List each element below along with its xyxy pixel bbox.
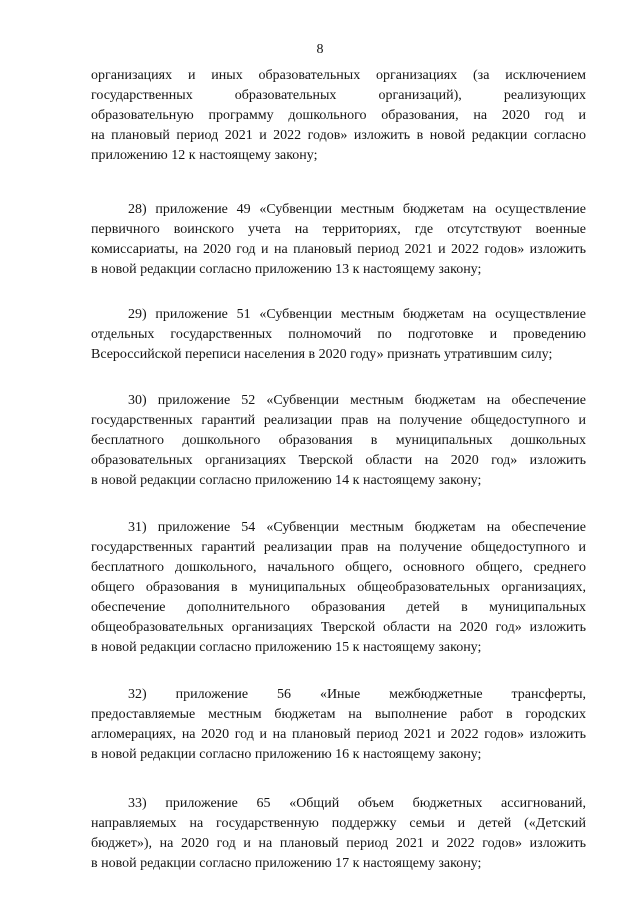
paragraph-item-32	[91, 685, 586, 765]
text-line: в новой редакции согласно приложению 13 к настоящему закону;	[91, 262, 482, 277]
paragraph-item-29	[91, 305, 586, 365]
text-line: 31) приложение 54 «Субвенции местным бюджетам на обеспечение	[128, 520, 586, 535]
text-line: в новой редакции согласно приложению 16 к настоящему закону;	[91, 747, 482, 762]
text-line: агломерациях, на 2020 год и на плановый период 2021 и 2022 годов» изложить	[91, 727, 586, 742]
text-line: общего образования в муниципальных общеобразовательных организациях,	[91, 580, 586, 595]
text-line: государственных гарантий реализации прав на получение общедоступного и	[91, 540, 586, 555]
text-line: комиссариаты, на 2020 год и на плановый период 2021 и 2022 годов» изложить	[91, 242, 586, 257]
text-line: 33) приложение 65 «Общий объем бюджетных ассигнований,	[128, 796, 586, 811]
paragraph-item-28	[91, 200, 586, 280]
text-line: предоставляемые местным бюджетам на выполнение работ в городских	[91, 707, 586, 722]
text-line: Всероссийской переписи населения в 2020 году» признать утратившим силу;	[91, 347, 553, 362]
text-line: бюджет»), на 2020 год и на плановый период 2021 и 2022 годов» изложить	[91, 836, 586, 851]
text-line: государственных образовательных организаций), реализующих	[91, 88, 586, 103]
text-line: 28) приложение 49 «Субвенции местным бюджетам на осуществление	[128, 202, 586, 217]
text-line: направляемых на государственную поддержку семьи и детей («Детский	[91, 816, 586, 831]
paragraph-item-30	[91, 391, 586, 491]
text-line: образовательную программу дошкольного образования, на 2020 год и	[91, 108, 586, 123]
text-line: общеобразовательных организациях Тверской области на 2020 год» изложить	[91, 620, 586, 635]
paragraph-continuation	[91, 66, 586, 166]
page-number: 8	[316, 42, 324, 57]
text-line: в новой редакции согласно приложению 14 к настоящему закону;	[91, 473, 482, 488]
text-line: отдельных государственных полномочий по подготовке и проведению	[91, 327, 586, 342]
text-line: образовательных организациях Тверской области на 2020 год» изложить	[91, 453, 586, 468]
text-line: бесплатного дошкольного образования в муниципальных дошкольных	[91, 433, 586, 448]
paragraph-item-31	[91, 518, 586, 658]
text-line: бесплатного дошкольного, начального общего, основного общего, среднего	[91, 560, 586, 575]
text-line: 30) приложение 52 «Субвенции местным бюджетам на обеспечение	[128, 393, 586, 408]
text-line: в новой редакции согласно приложению 15 к настоящему закону;	[91, 640, 482, 655]
text-line: первичного воинского учета на территориях, где отсутствуют военные	[91, 222, 586, 237]
text-line: государственных гарантий реализации прав на получение общедоступного и	[91, 413, 586, 428]
text-line: организациях и иных образовательных организациях (за исключением	[91, 68, 586, 83]
text-line: 29) приложение 51 «Субвенции местным бюджетам на осуществление	[128, 307, 586, 322]
paragraph-item-33	[91, 794, 586, 874]
text-line: обеспечение дополнительного образования детей в муниципальных	[91, 600, 586, 615]
text-line: приложению 12 к настоящему закону;	[91, 148, 318, 163]
text-line: в новой редакции согласно приложению 17 к настоящему закону;	[91, 856, 482, 871]
document-body	[91, 66, 586, 874]
text-line: 32) приложение 56 «Иные межбюджетные трансферты,	[128, 687, 586, 702]
text-line: на плановый период 2021 и 2022 годов» изложить в новой редакции согласно	[91, 128, 586, 143]
